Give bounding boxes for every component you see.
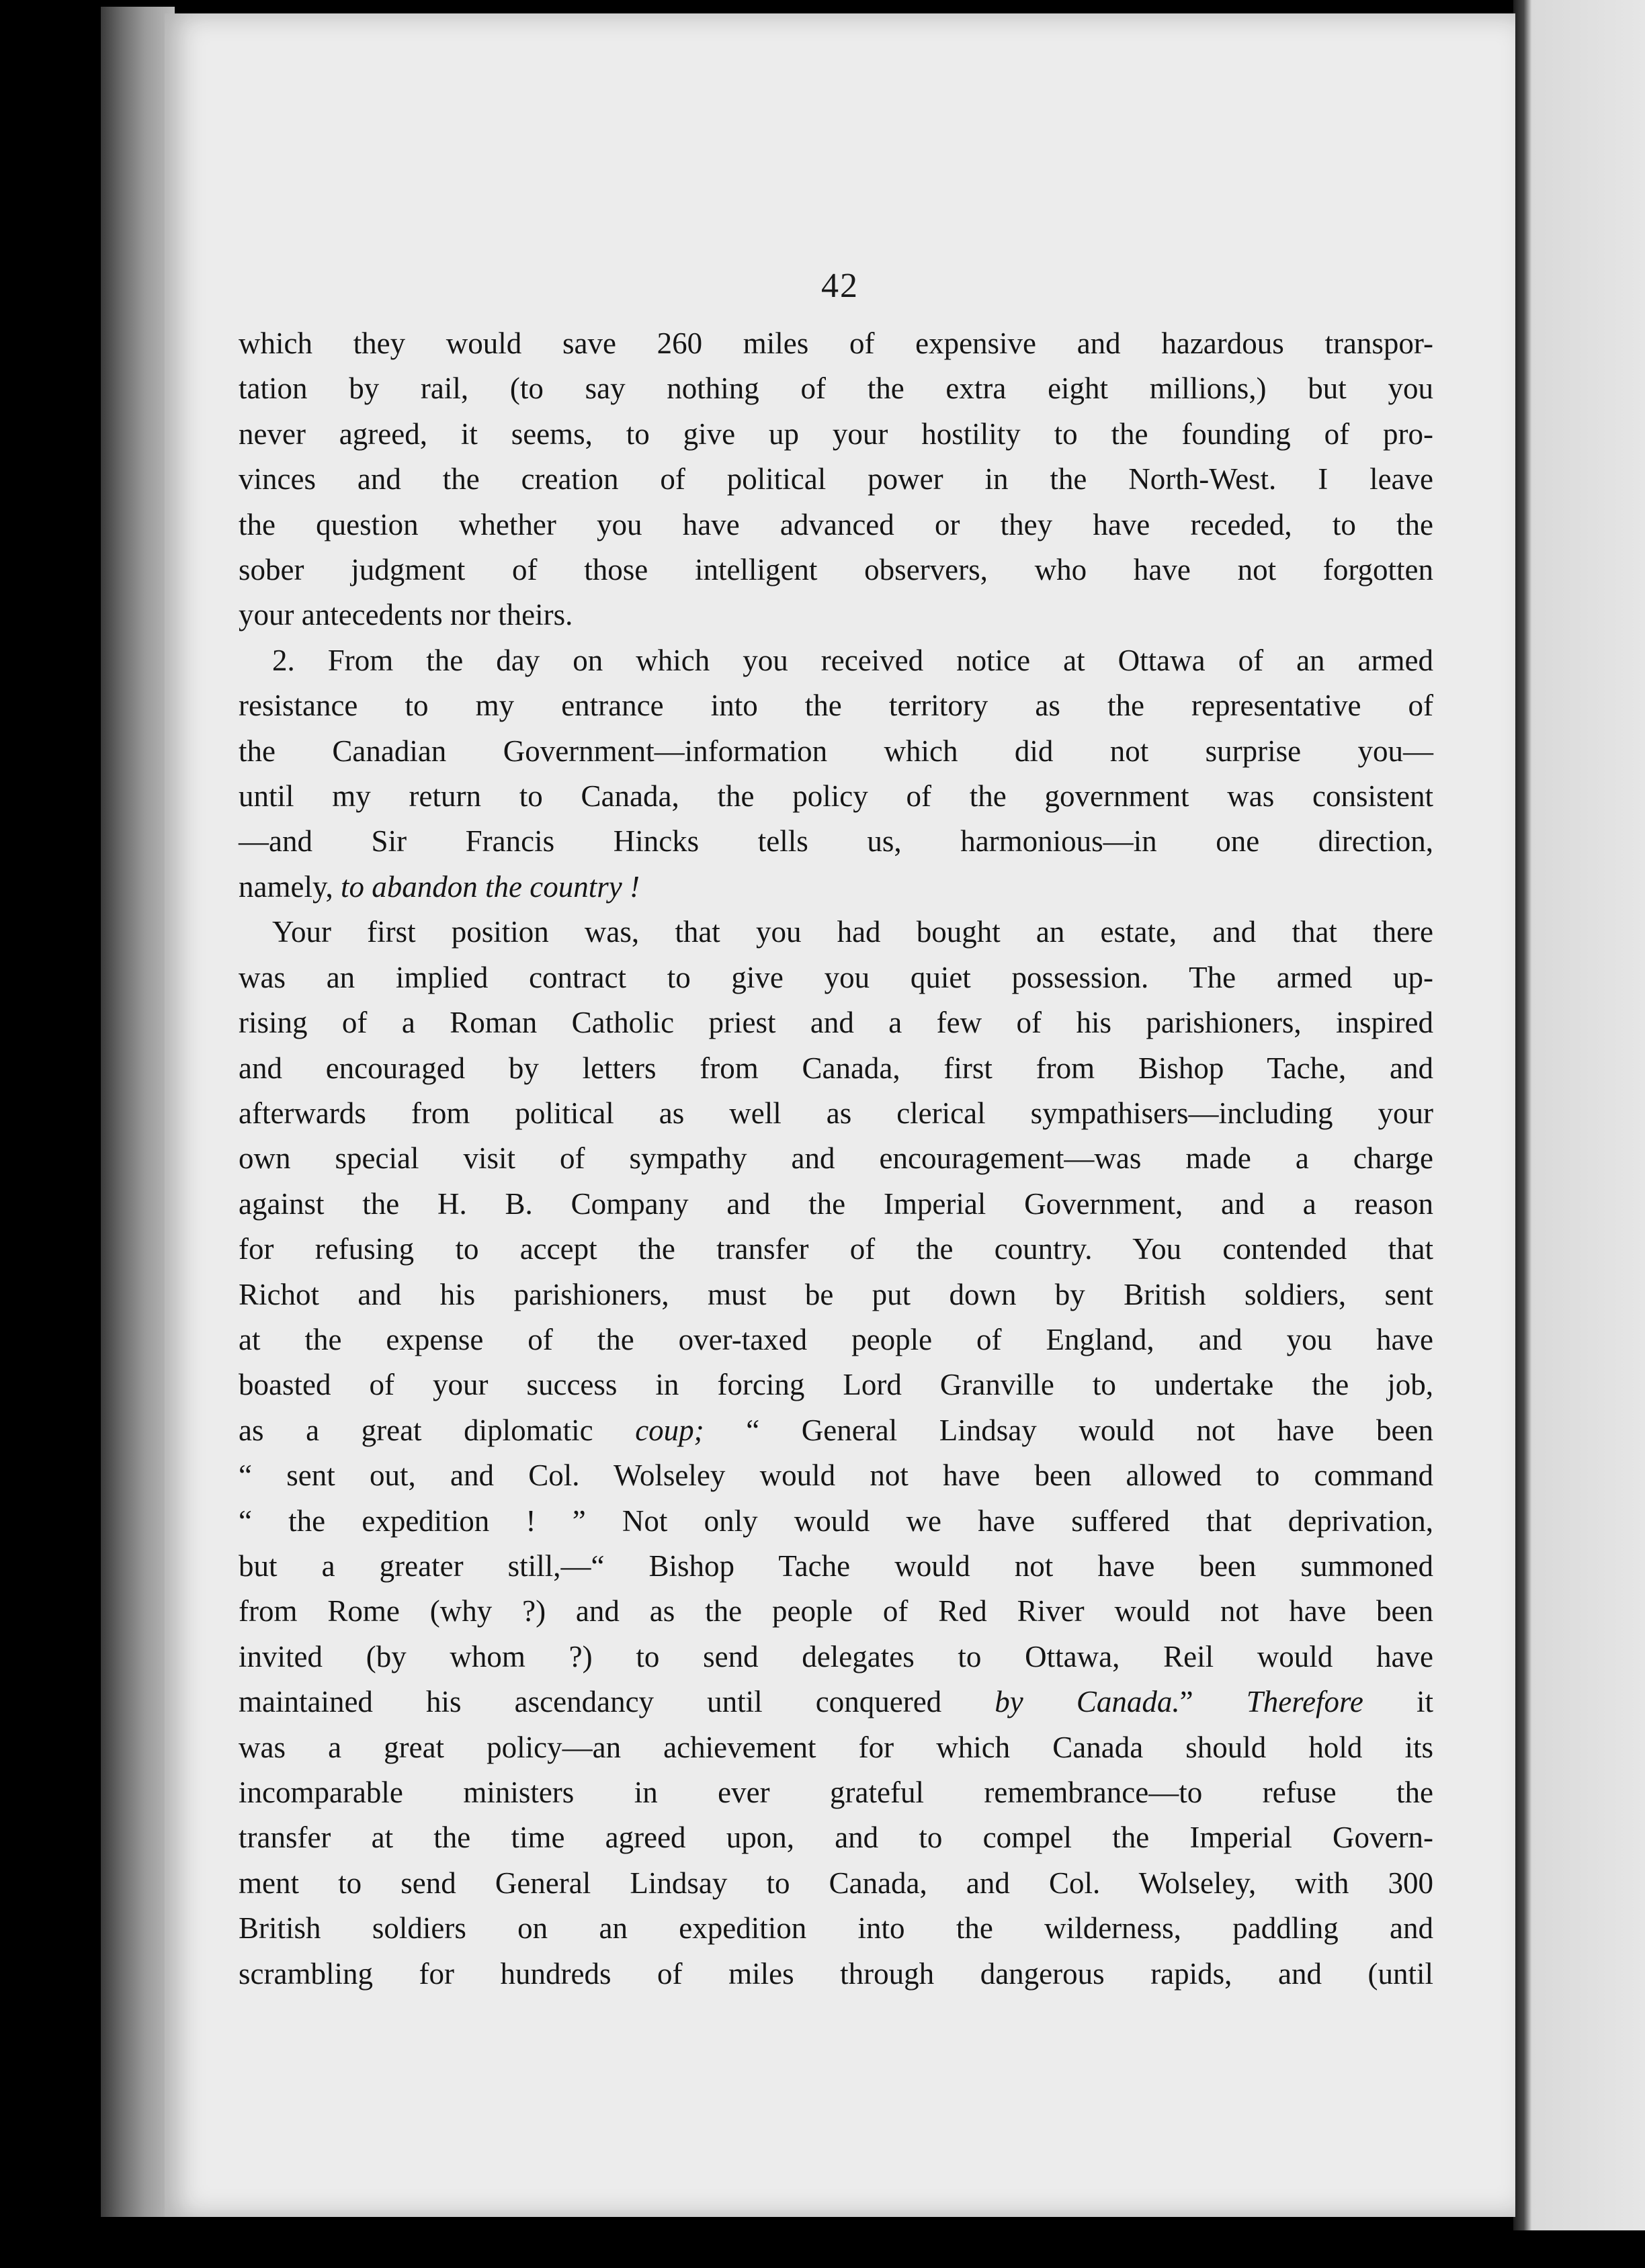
text-line: —and Sir Francis Hincks tells us, harmonious—in one direction, <box>239 824 1433 859</box>
body-text <box>239 321 1433 1997</box>
text-line: sober judgment of those intelligent observers, who have not forgotten <box>239 553 1433 587</box>
text-line: scrambling for hundreds of miles through dangerous rapids, and (until <box>239 1956 1433 1991</box>
text-line: the question whether you have advanced or they have receded, to the <box>239 507 1433 541</box>
facing-page-edge <box>1513 0 1645 2230</box>
text-line: Richot and his parishioners, must be put down by British soldiers, sent <box>239 1277 1433 1311</box>
text-line: until my return to Canada, the policy of the government was consistent <box>239 779 1433 814</box>
text-line: never agreed, it seems, to give up your hostility to the founding of pro- <box>239 417 1433 451</box>
text-line: vinces and the creation of political power in the North-West. I leave <box>239 462 1433 496</box>
italic-phrase: by Canada. <box>995 1685 1180 1719</box>
text-line: for refusing to accept the transfer of the country. You contended that <box>239 1232 1433 1266</box>
text-line: tation by rail, (to say nothing of the extra eight millions,) but you <box>239 372 1433 406</box>
text-line: British soldiers on an expedition into the wilderness, paddling and <box>239 1911 1433 1946</box>
text-fragment: ” <box>1179 1685 1247 1719</box>
italic-phrase: to abandon the country ! <box>341 869 640 904</box>
paragraph <box>239 321 1433 638</box>
text-line: and encouraged by letters from Canada, first from Bishop Tache, and <box>239 1051 1433 1085</box>
text-line: Your first position was, that you had bought an estate, and that there <box>272 915 1433 949</box>
text-line: ment to send General Lindsay to Canada, and Col. Wolseley, with 300 <box>239 1866 1433 1900</box>
text-line: rising of a Roman Catholic priest and a few of his parishioners, inspired <box>239 1006 1433 1040</box>
book-spine-edge <box>101 7 175 2217</box>
paragraph <box>239 638 1433 910</box>
text-line: “ sent out, and Col. Wolseley would not have been allowed to command <box>239 1458 1433 1493</box>
text-line: your antecedents nor theirs. <box>239 598 573 632</box>
text-line: was a great policy—an achievement for which Canada should hold its <box>239 1730 1433 1764</box>
paragraph <box>239 910 1433 1997</box>
italic-word: coup; <box>635 1413 704 1447</box>
text-line: which they would save 260 miles of expensive and hazardous transpor- <box>239 326 1433 360</box>
text-line: incomparable ministers in ever grateful remembrance—to refuse the <box>239 1776 1433 1809</box>
text-line: afterwards from political as well as clerical sympathisers—including your <box>239 1096 1433 1130</box>
text-line: invited (by whom ?) to send delegates to Ottawa, Reil would have <box>239 1639 1433 1673</box>
text-line: against the H. B. Company and the Imperial Government, and a reason <box>239 1186 1433 1221</box>
text-line: 2. From the day on which you received notice at Ottawa of an armed <box>272 643 1433 677</box>
text-fragment: “ General Lindsay would not have been <box>704 1413 1433 1447</box>
text-line-italic-end <box>239 865 1433 910</box>
text-line: resistance to my entrance into the territory as the representative of <box>239 689 1433 723</box>
text-fragment: it <box>1363 1685 1433 1719</box>
text-line: but a greater still,—“ Bishop Tache would not have been summoned <box>239 1549 1433 1583</box>
text-line: “ the expedition ! ” Not only would we have suffered that deprivation, <box>239 1503 1433 1538</box>
text-line: was an implied contract to give you quiet possession. The armed up- <box>239 960 1433 994</box>
text-fragment: maintained his ascendancy until conquered <box>239 1685 995 1719</box>
text-line: transfer at the time agreed upon, and to compel the Imperial Govern- <box>239 1821 1433 1855</box>
text-line: boasted of your success in forcing Lord Granville to undertake the job, <box>239 1368 1433 1402</box>
text-fragment: as a great diplomatic <box>239 1413 636 1447</box>
page-number: 42 <box>821 267 859 305</box>
text-line-with-italic <box>239 1408 1433 1453</box>
text-line: own special visit of sympathy and encouragement—was made a charge <box>239 1141 1433 1176</box>
text-line: at the expense of the over-taxed people of England, and you have <box>239 1322 1433 1356</box>
italic-word: Therefore <box>1246 1685 1363 1719</box>
text-line-with-italic <box>239 1680 1433 1725</box>
text-fragment: namely, <box>239 869 341 904</box>
text-line: the Canadian Government—information which did not surprise you— <box>239 734 1433 768</box>
text-line: from Rome (why ?) and as the people of Red River would not have been <box>239 1594 1433 1628</box>
